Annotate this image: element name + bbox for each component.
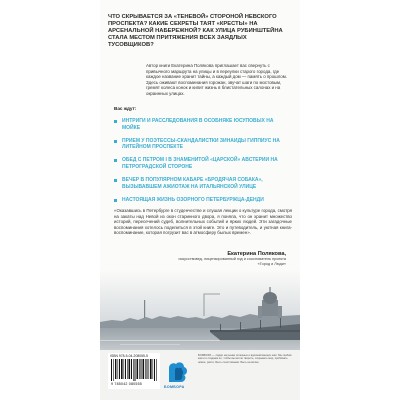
list-item: ПРИЕМ У ПОЭТЕССЫ-СКАНДАЛИСТКИ ЗИНАИДЫ ГИППИУС НА ЛИТЕЙНОМ ПРОСПЕКТЕ bbox=[114, 138, 292, 151]
isbn-label: ISBN 978-5-04-208055-5 bbox=[110, 354, 148, 358]
author-signature bbox=[176, 251, 286, 266]
logo-text: БОМБОРА bbox=[164, 385, 185, 389]
book-back-cover bbox=[100, 0, 300, 400]
bullet-icon bbox=[114, 199, 117, 202]
bullet-icon bbox=[114, 140, 117, 143]
publisher-description: БОМБОРА — лидер на рынке полезных и вдохновляющих книг. Мы любим книги и создаем их, чтобы вы могли творить, открывать мир, пробовать новое, расти. Быть счастливыми. Быть на волне. bbox=[198, 354, 292, 364]
bombora-logo-icon bbox=[166, 360, 190, 384]
barcode-bars-icon bbox=[111, 359, 157, 381]
bullet-icon bbox=[114, 159, 117, 162]
city-photo bbox=[100, 270, 300, 352]
cover-questions: ЧТО СКРЫВАЕТСЯ ЗА «ТЕНЕВОЙ» СТОРОНОЙ НЕВСКОГО ПРОСПЕКТА? КАКИЕ СЕКРЕТЫ ТАЯТ «КРЕСТЫ» НА АРСЕНАЛЬНОЙ НАБЕРЕЖНОЙ? КАК УЛИЦА РУБИНШТЕЙНА СТАЛА МЕСТОМ ПРИТЯЖЕНИЯ ВСЕХ ЗАЯДЛЫХ ТУСОВЩИКОВ? bbox=[108, 14, 283, 48]
author-role: искусствовед, лицензированный гид и сооснователь проекта «Город и Люди» bbox=[178, 257, 286, 266]
barcode bbox=[108, 353, 160, 389]
intro-paragraph: Автор книги Екатерина Полякова приглашает вас свернуть с привычного маршрута на улицы и в переулки старого города, где каждое название хранит тайны, а каждый дом — память о прошлом. Здесь оживают воспоминания горожан, звучат шаги по мостовым, гремят колеса конок и кипит жизнь в блистательных салонах и на окраинных улицах. bbox=[146, 63, 287, 96]
list-item: ВЕЧЕР В ПОПУЛЯРНОМ КАБАРЕ «БРОДЯЧАЯ СОБАКА», ВЫЗЫВАВШЕМ АЖИОТАЖ НА ИТАЛЬЯНСКОЙ УЛИЦЕ bbox=[114, 177, 292, 190]
list-item: ИНТРИГИ И РАССЛЕДОВАНИЯ В ОСОБНЯКЕ ЮСУПОВЫХ НА МОЙКЕ bbox=[114, 118, 292, 131]
bullet-icon bbox=[114, 179, 117, 182]
barcode-number: 9 785042 080555 bbox=[111, 382, 142, 386]
author-quote: «Оказавшись в Петербурге в студенчестве и слушая лекции о культуре города, смотря на закаты над Невой из окон старинного двора, я поняла, что он хранит множество историй, пересечений судеб, волнительных событий и ярких людей. Эти загадочные воспоминания хотелось поделиться в этой книге. Это и путеводитель, и уютная книга-воспоминание, которая погрузит вас в атмосферу былых времен». bbox=[114, 208, 292, 235]
author-name: Екатерина Полякова, bbox=[227, 251, 286, 257]
highlights-list bbox=[114, 118, 292, 210]
list-item: НАСТОЯЩАЯ ЖИЗНЬ ОЗОРНОГО ПЕТЕРБУРЖЦА-ДЕНДИ bbox=[114, 197, 292, 204]
list-item: ОБЕД С ПЕТРОМ I В ЗНАМЕНИТОЙ «ЦАРСКОЙ» АВСТЕРИИ НА ПЕТРОГРАДСКОЙ СТОРОНЕ bbox=[114, 157, 292, 170]
await-label: Вас ждут: bbox=[114, 106, 137, 111]
bullet-icon bbox=[114, 120, 117, 123]
